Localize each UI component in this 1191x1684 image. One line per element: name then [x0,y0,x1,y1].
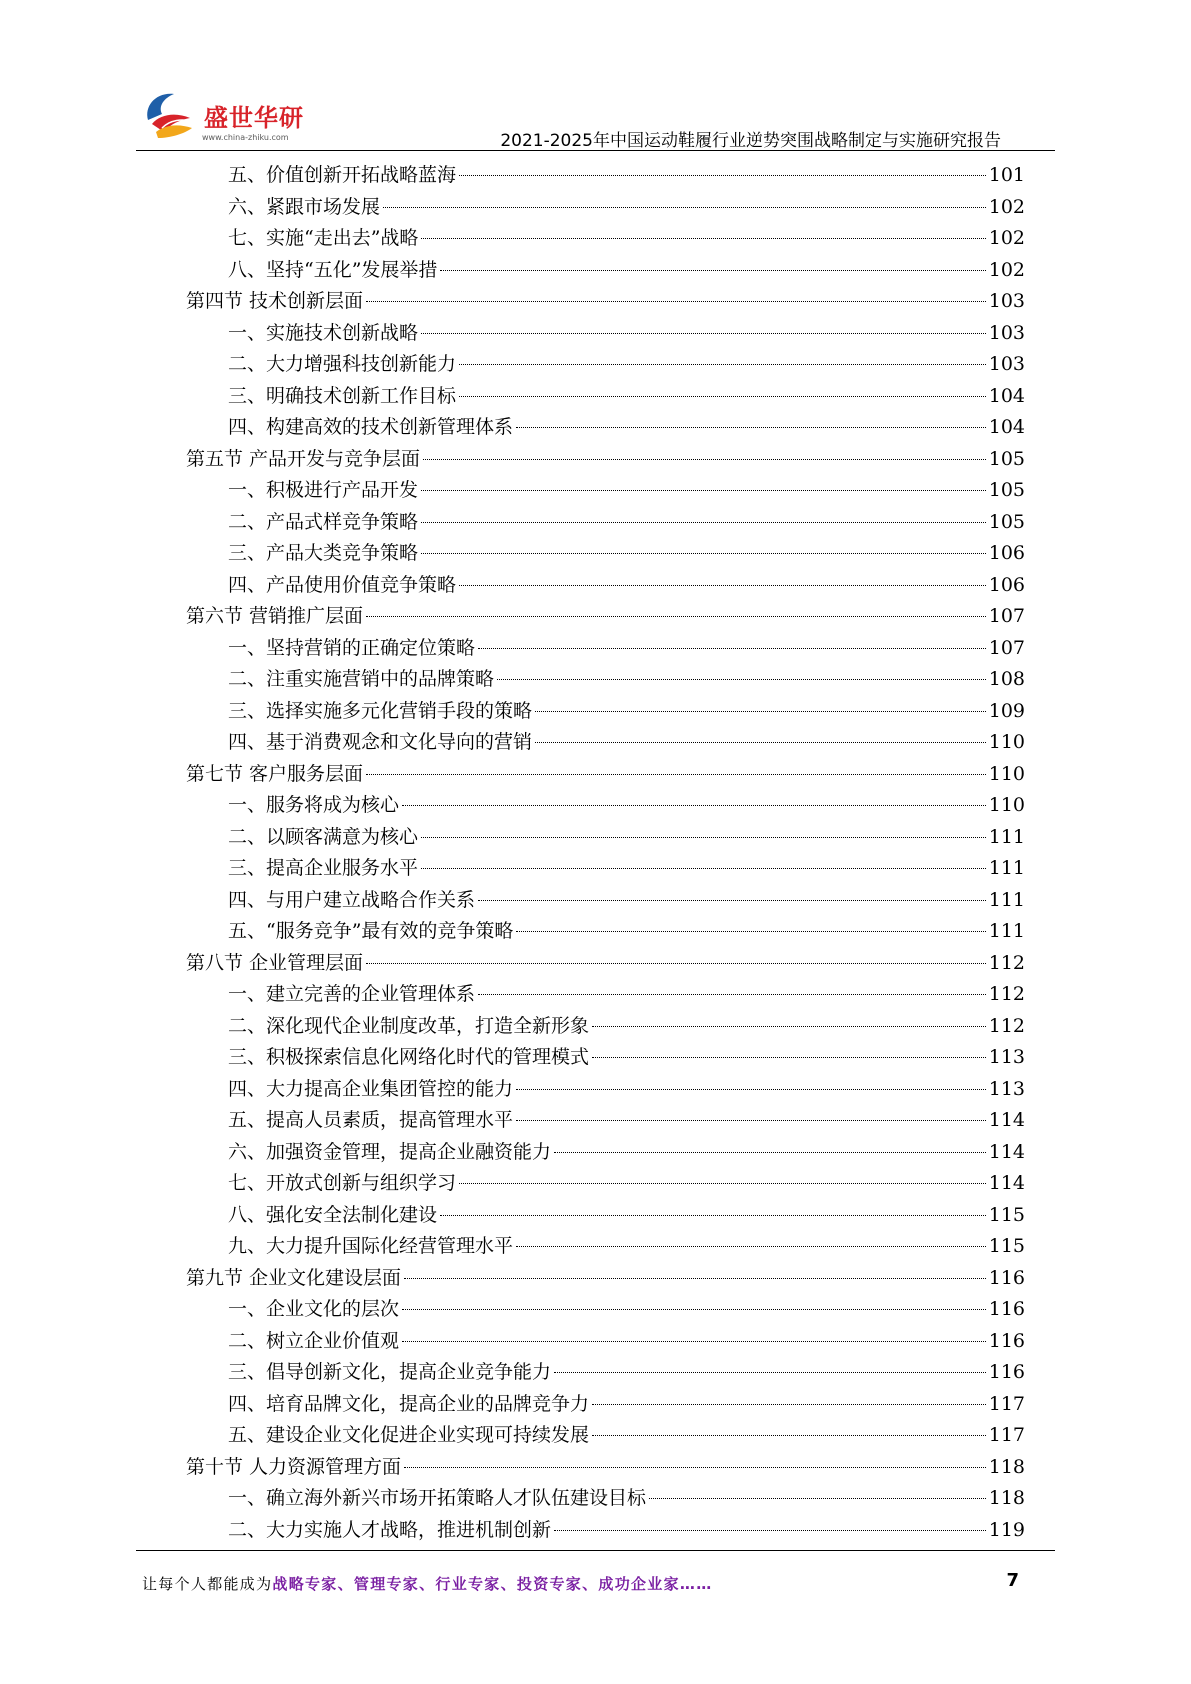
toc-subsection-entry[interactable] [186,916,1025,948]
toc-subsection-entry[interactable] [186,570,1025,602]
toc-entry-page: 116 [988,1266,1025,1289]
toc-entry-title: 第八节 企业管理层面 [186,951,364,974]
toc-entry-title: 二、大力实施人才战略，推进机制创新 [228,1518,552,1541]
toc-dot-leader [421,332,986,334]
toc-entry-page: 103 [988,353,1025,375]
toc-entry-page: 107 [988,605,1025,627]
toc-subsection-entry[interactable] [186,160,1025,192]
toc-entry-page: 111 [988,920,1025,942]
toc-entry-title: 一、实施技术创新战略 [228,321,419,344]
toc-entry-page: 113 [988,1046,1025,1068]
toc-entry-title: 三、选择实施多元化营销手段的策略 [228,699,533,722]
toc-subsection-entry[interactable] [186,223,1025,255]
toc-entry-title: 第九节 企业文化建设层面 [186,1266,402,1289]
toc-dot-leader [592,1025,986,1027]
toc-section-entry[interactable] [186,948,1025,980]
toc-dot-leader [421,867,986,869]
toc-entry-page: 107 [988,636,1025,659]
toc-entry-page: 116 [988,1361,1025,1383]
toc-subsection-entry[interactable] [186,1294,1025,1326]
toc-subsection-entry[interactable] [186,885,1025,917]
toc-entry-page: 118 [988,1455,1025,1478]
toc-subsection-entry[interactable] [186,979,1025,1011]
toc-subsection-entry[interactable] [186,255,1025,287]
toc-dot-leader [366,773,986,775]
toc-entry-title: 五、“服务竞争”最有效的竞争策略 [228,920,514,942]
footer-slogan-prefix: 让每个人都能成为 [142,1575,273,1593]
toc-dot-leader [402,1308,986,1310]
toc-entry-title: 四、产品使用价值竞争策略 [228,573,457,596]
toc-entry-page: 105 [988,510,1025,533]
toc-entry-page: 114 [988,1109,1025,1131]
toc-entry-title: 三、倡导创新文化，提高企业竞争能力 [228,1361,552,1383]
toc-subsection-entry[interactable] [186,1074,1025,1106]
toc-entry-page: 111 [988,857,1025,879]
toc-entry-page: 114 [988,1140,1025,1163]
toc-entry-page: 104 [988,416,1025,438]
toc-entry-title: 第七节 客户服务层面 [186,762,364,785]
toc-subsection-entry[interactable] [186,1326,1025,1358]
toc-subsection-entry[interactable] [186,507,1025,539]
footer-slogan-emphasis: 战略专家、管理专家、行业专家、投资专家、成功企业家…… [272,1575,713,1593]
toc-entry-title: 三、提高企业服务水平 [228,857,419,879]
toc-entry-title: 二、产品式样竞争策略 [228,510,419,533]
toc-entry-title: 四、基于消费观念和文化导向的营销 [228,731,533,753]
toc-entry-page: 116 [988,1298,1025,1320]
toc-entry-page: 105 [988,479,1025,501]
toc-entry-page: 113 [988,1077,1025,1100]
toc-subsection-entry[interactable] [186,790,1025,822]
toc-dot-leader [421,552,986,554]
toc-subsection-entry[interactable] [186,475,1025,507]
toc-dot-leader [366,300,986,302]
toc-dot-leader [440,1214,986,1216]
toc-entry-page: 105 [988,447,1025,470]
toc-subsection-entry[interactable] [186,696,1025,728]
toc-entry-page: 106 [988,573,1025,596]
toc-subsection-entry[interactable] [186,349,1025,381]
toc-section-entry[interactable] [186,444,1025,476]
report-title: 2021-2025年中国运动鞋履行业逆势突围战略制定与实施研究报告 [500,131,1001,151]
toc-subsection-entry[interactable] [186,1137,1025,1169]
toc-dot-leader [366,615,986,617]
toc-section-entry[interactable] [186,1452,1025,1484]
toc-subsection-entry[interactable] [186,853,1025,885]
toc-entry-page: 102 [988,227,1025,249]
toc-entry-page: 101 [988,164,1025,186]
toc-entry-page: 106 [988,542,1025,564]
toc-dot-leader [404,1466,986,1468]
toc-dot-leader [459,395,986,397]
toc-entry-title: 一、企业文化的层次 [228,1298,400,1320]
toc-entry-page: 117 [988,1392,1025,1415]
toc-entry-page: 110 [988,794,1025,816]
toc-dot-leader [592,1056,986,1058]
company-logo [140,84,340,152]
toc-entry-title: 六、紧跟市场发展 [228,195,381,218]
toc-section-entry[interactable] [186,286,1025,318]
toc-entry-page: 103 [988,290,1025,312]
toc-entry-page: 119 [988,1518,1025,1541]
toc-entry-title: 第四节 技术创新层面 [186,290,364,312]
toc-entry-title: 八、强化安全法制化建设 [228,1203,438,1226]
toc-dot-leader [592,1434,986,1436]
toc-entry-page: 112 [988,951,1025,974]
toc-entry-page: 116 [988,1329,1025,1352]
toc-dot-leader [535,710,986,712]
toc-dot-leader [535,741,986,743]
toc-subsection-entry[interactable] [186,412,1025,444]
toc-dot-leader [516,1245,986,1247]
toc-entry-title: 四、培育品牌文化，提高企业的品牌竞争力 [228,1392,590,1415]
toc-entry-title: 第六节 营销推广层面 [186,605,364,627]
toc-entry-page: 115 [988,1235,1025,1257]
toc-entry-title: 二、大力增强科技创新能力 [228,353,457,375]
toc-dot-leader [554,1151,986,1153]
toc-entry-title: 四、大力提高企业集团管控的能力 [228,1077,514,1100]
toc-dot-leader [402,804,986,806]
logo-url: www.china-zhiku.com [202,133,289,142]
toc-dot-leader [421,489,986,491]
toc-dot-leader [459,584,986,586]
toc-dot-leader [366,962,986,964]
toc-subsection-entry[interactable] [186,381,1025,413]
toc-entry-title: 一、确立海外新兴市场开拓策略人才队伍建设目标 [228,1487,647,1509]
toc-subsection-entry[interactable] [186,538,1025,570]
toc-dot-leader [516,1088,986,1090]
toc-dot-leader [440,269,985,271]
toc-entry-page: 118 [988,1487,1025,1509]
toc-entry-title: 一、积极进行产品开发 [228,479,419,501]
toc-dot-leader [402,1340,986,1342]
toc-entry-title: 第十节 人力资源管理方面 [186,1455,402,1478]
toc-entry-title: 第五节 产品开发与竞争层面 [186,447,421,470]
toc-entry-title: 四、构建高效的技术创新管理体系 [228,416,514,438]
toc-entry-page: 109 [988,699,1025,722]
toc-entry-title: 二、深化现代企业制度改革，打造全新形象 [228,1014,590,1037]
toc-dot-leader [516,426,986,428]
toc-entry-title: 五、建设企业文化促进企业实现可持续发展 [228,1424,590,1446]
toc-entry-title: 一、坚持营销的正确定位策略 [228,636,476,659]
toc-dot-leader [421,521,986,523]
toc-entry-page: 114 [988,1172,1025,1194]
toc-entry-title: 七、实施“走出去”战略 [228,227,419,249]
toc-entry-title: 三、明确技术创新工作目标 [228,384,457,407]
toc-entry-title: 一、服务将成为核心 [228,794,400,816]
logo-name: 盛世华研 [204,104,304,132]
toc-dot-leader [478,899,986,901]
toc-entry-page: 112 [988,1014,1025,1037]
toc-entry-page: 110 [988,762,1025,785]
toc-dot-leader [554,1371,986,1373]
toc-dot-leader [459,1182,986,1184]
toc-entry-title: 三、产品大类竞争策略 [228,542,419,564]
toc-entry-title: 五、提高人员素质，提高管理水平 [228,1109,514,1131]
toc-dot-leader [649,1497,986,1499]
toc-entry-page: 103 [988,321,1025,344]
toc-entry-page: 111 [988,825,1025,848]
toc-entry-title: 八、坚持“五化”发展举措 [228,258,438,281]
toc-subsection-entry[interactable] [186,1231,1025,1263]
footer-slogan [142,1573,713,1594]
toc-entry-page: 108 [988,668,1025,690]
toc-dot-leader [478,647,986,649]
toc-dot-leader [421,237,985,239]
toc-dot-leader [497,678,986,680]
toc-entry-title: 五、价值创新开拓战略蓝海 [228,164,457,186]
toc-entry-page: 111 [988,888,1025,911]
footer-divider [136,1550,1055,1551]
toc-subsection-entry[interactable] [186,1357,1025,1389]
toc-entry-title: 四、与用户建立战略合作关系 [228,888,476,911]
toc-entry-title: 九、大力提升国际化经营管理水平 [228,1235,514,1257]
toc-subsection-entry[interactable] [186,1042,1025,1074]
toc-subsection-entry[interactable] [186,318,1025,350]
toc-dot-leader [592,1403,986,1405]
toc-dot-leader [478,993,986,995]
toc-subsection-entry[interactable] [186,1420,1025,1452]
toc-entry-page: 112 [988,983,1025,1005]
toc-section-entry[interactable] [186,1263,1025,1295]
toc-entry-page: 102 [988,195,1025,218]
toc-dot-leader [554,1529,986,1531]
toc-dot-leader [383,206,986,208]
toc-subsection-entry[interactable] [186,1011,1025,1043]
toc-subsection-entry[interactable] [186,1483,1025,1515]
toc-dot-leader [404,1277,986,1279]
toc-section-entry[interactable] [186,759,1025,791]
toc-subsection-entry[interactable] [186,192,1025,224]
toc-subsection-entry[interactable] [186,1389,1025,1421]
page-number: 7 [1006,1570,1019,1591]
toc-dot-leader [516,1119,986,1121]
toc-entry-title: 二、以顾客满意为核心 [228,825,419,848]
toc-subsection-entry[interactable] [186,822,1025,854]
toc-dot-leader [459,174,986,176]
toc-subsection-entry[interactable] [186,1105,1025,1137]
toc-entry-page: 115 [988,1203,1025,1226]
toc-subsection-entry[interactable] [186,727,1025,759]
toc-entry-page: 117 [988,1424,1025,1446]
toc-entry-title: 三、积极探索信息化网络化时代的管理模式 [228,1046,590,1068]
toc-entry-title: 七、开放式创新与组织学习 [228,1172,457,1194]
table-of-contents [186,160,1025,1546]
logo-emblem-icon [140,84,202,146]
toc-dot-leader [459,363,986,365]
toc-dot-leader [421,836,986,838]
header-divider [136,150,1055,151]
toc-subsection-entry[interactable] [186,664,1025,696]
toc-subsection-entry[interactable] [186,1200,1025,1232]
toc-entry-title: 一、建立完善的企业管理体系 [228,983,476,1005]
toc-dot-leader [423,458,986,460]
toc-subsection-entry[interactable] [186,1515,1025,1547]
toc-section-entry[interactable] [186,601,1025,633]
toc-entry-title: 六、加强资金管理，提高企业融资能力 [228,1140,552,1163]
toc-dot-leader [516,930,985,932]
toc-entry-page: 104 [988,384,1025,407]
toc-entry-page: 110 [988,731,1025,753]
toc-entry-title: 二、树立企业价值观 [228,1329,400,1352]
toc-entry-page: 102 [988,258,1025,281]
toc-subsection-entry[interactable] [186,1168,1025,1200]
toc-subsection-entry[interactable] [186,633,1025,665]
toc-entry-title: 二、注重实施营销中的品牌策略 [228,668,495,690]
